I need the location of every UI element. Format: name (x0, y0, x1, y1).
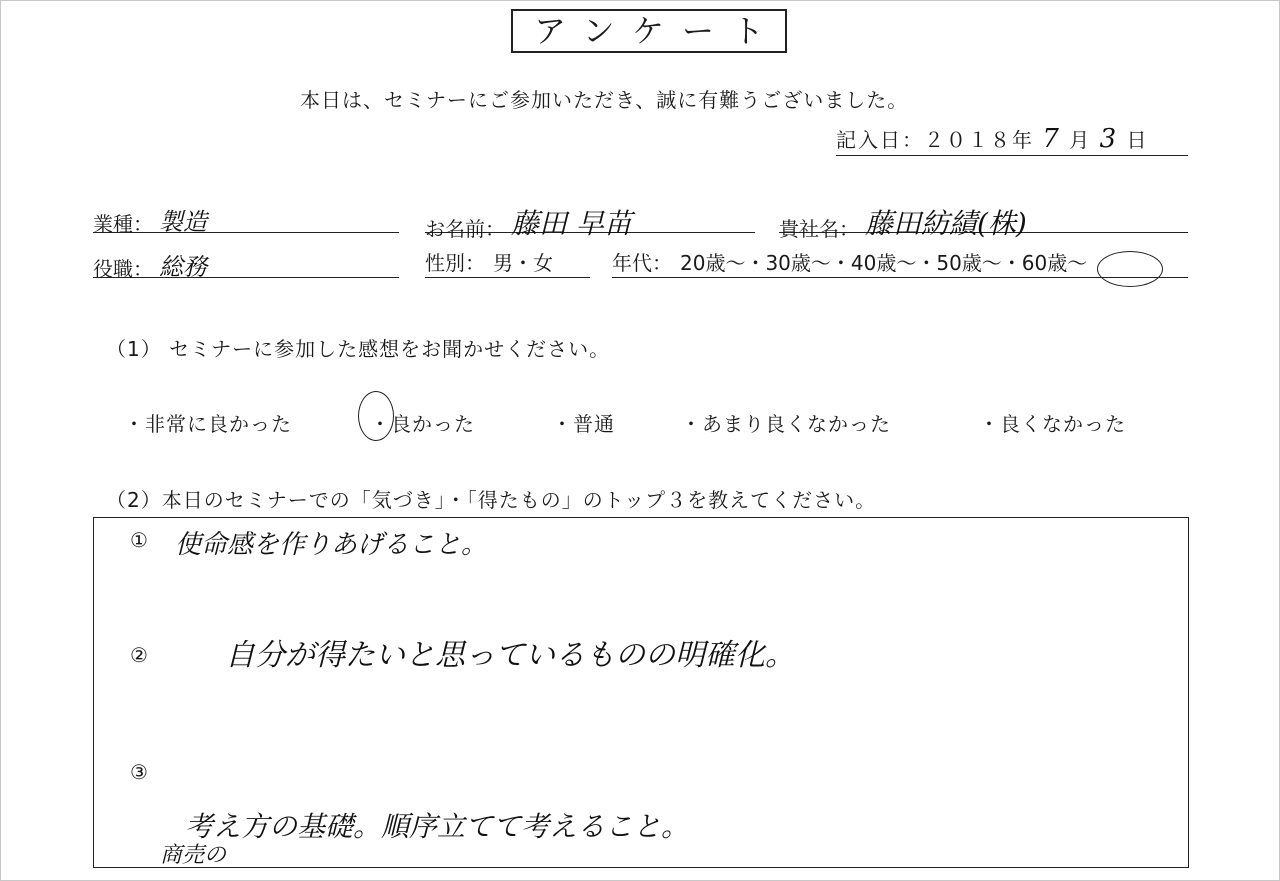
survey-title: アンケート (511, 9, 787, 53)
q1-option-very-good: ・非常に良かった (124, 412, 292, 436)
date-month-value: 7 (1042, 124, 1061, 154)
gender-field (425, 247, 590, 278)
answer-3-number: ③ (130, 760, 148, 784)
position-value: 総務 (159, 253, 207, 281)
answer-2-text: 自分が得たいと思っているものの明確化。 (225, 638, 795, 673)
q1-option-average: ・普通 (552, 412, 615, 436)
gender-label: 性別： (425, 251, 485, 275)
date-day-label: 日 (1126, 128, 1149, 152)
answer-3-note: 商売の (160, 843, 227, 868)
company-value: 藤田紡績(株) (865, 207, 1027, 240)
answer-2-number: ② (130, 643, 148, 667)
position-field (93, 247, 399, 281)
thanks-message: 本日は、セミナーにご参加いただき、誠に有難うございました。 (300, 88, 909, 112)
name-value: 藤田 早苗 (511, 207, 632, 240)
age-selected-mark (1097, 251, 1163, 287)
company-label: 貴社名： (779, 217, 859, 241)
gender-options: 男・女 (493, 251, 553, 275)
age-label: 年代： (612, 251, 672, 275)
industry-value: 製造 (159, 208, 207, 236)
question-2: （2）本日のセミナーでの「気づき」・「得たもの」のトップ３を教えてください。 (106, 488, 877, 512)
industry-field (93, 202, 399, 236)
position-label: 役職： (93, 257, 153, 281)
answer-1-text: 使命感を作りあげること。 (175, 530, 488, 560)
q1-option-not-good: ・良くなかった (979, 412, 1126, 436)
entry-date (836, 124, 1188, 156)
date-month-label: 月 (1069, 128, 1092, 152)
date-label: 記入日：２０１８年 (836, 128, 1034, 152)
name-field (425, 202, 755, 241)
age-options: 20歳～・30歳～・40歳～・50歳～・60歳～ (680, 251, 1088, 275)
name-label: お名前： (425, 217, 505, 241)
answer-1-number: ① (130, 528, 148, 552)
q1-selected-mark (358, 391, 394, 441)
industry-label: 業種： (93, 212, 153, 236)
answer-3-text: 考え方の基礎。順序立てて考えること。 (185, 810, 690, 843)
date-day-value: 3 (1099, 124, 1119, 154)
q1-option-good: ・良かった (370, 412, 475, 436)
q1-option-not-so-good: ・あまり良くなかった (681, 412, 891, 436)
question-1: （1） セミナーに参加した感想をお聞かせください。 (106, 337, 611, 361)
company-field (779, 202, 1188, 241)
